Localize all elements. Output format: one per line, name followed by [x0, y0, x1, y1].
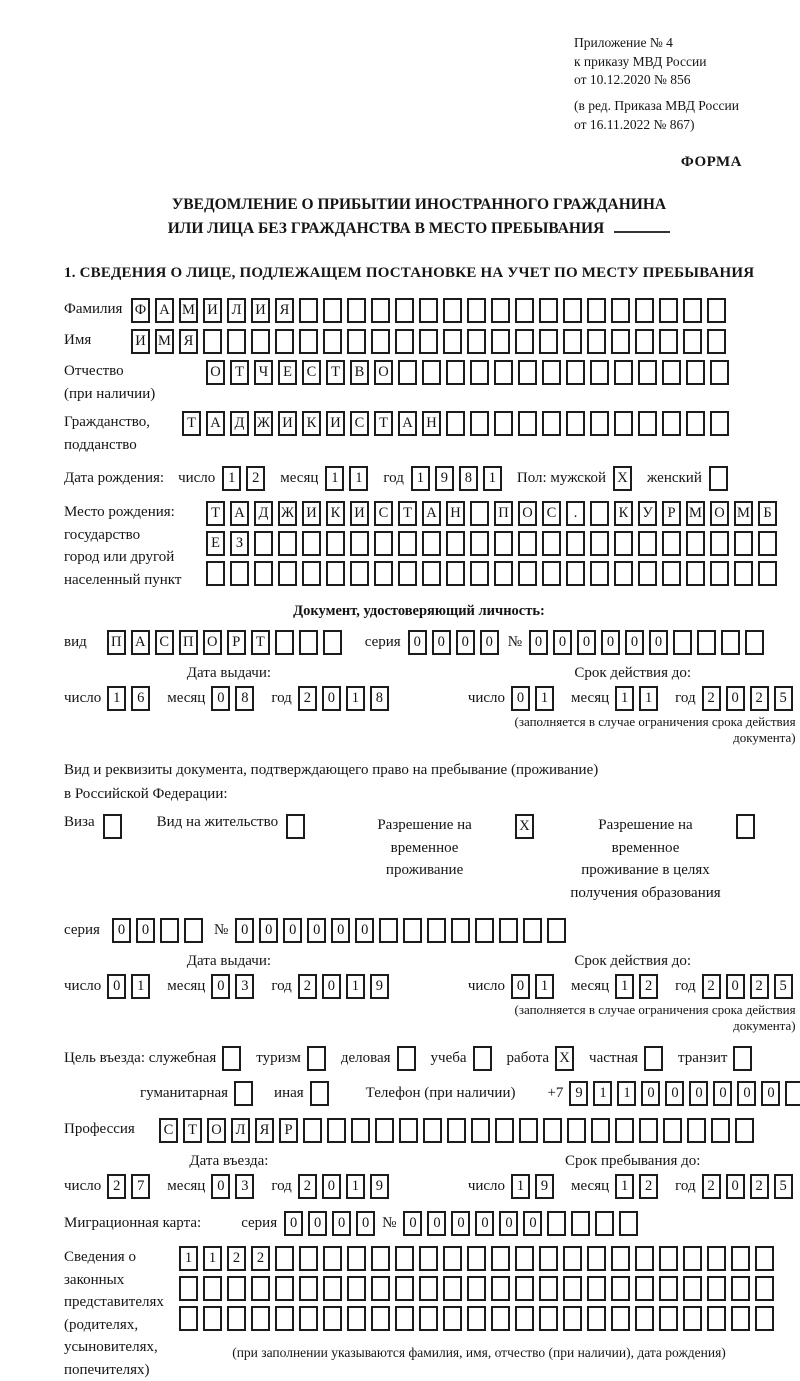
other-label: иная	[274, 1085, 304, 1102]
ref-line: Приложение № 4	[574, 35, 673, 50]
id-series-boxes: 0 0 0 0	[408, 630, 504, 655]
profession-row	[64, 1118, 774, 1143]
visa-checkbox	[103, 814, 127, 839]
series-label: серия	[364, 634, 401, 651]
ref-line: (в ред. Приказа МВД России	[574, 97, 739, 113]
private-label: частная	[589, 1050, 639, 1067]
permit-issue-line: число 0 1 месяц 0 3 год 2 0 1 9	[64, 974, 394, 999]
series-label: серия	[64, 922, 100, 939]
form-title-line1: УВЕДОМЛЕНИЕ О ПРИБЫТИИ ИНОСТРАННОГО ГРАЖДАНИНА	[171, 196, 667, 214]
surname-row	[64, 298, 774, 323]
temp-permit-checkbox: X	[515, 814, 539, 839]
edu-permit-checkbox	[736, 814, 760, 839]
stay-until-col	[468, 1153, 798, 1199]
birth-place-row3-boxes	[206, 561, 782, 586]
id-valid-col	[468, 665, 798, 746]
sex-female-checkbox	[709, 466, 733, 491]
birth-place-row1-boxes: Т А Д Ж И К И С Т А Н П О С . К У Р М О М Б	[206, 501, 782, 526]
id-valid-month-boxes: 1 1	[615, 686, 663, 711]
birth-date-label: Дата рождения:	[64, 470, 165, 487]
form-title	[64, 193, 774, 241]
purpose-private-checkbox	[644, 1046, 668, 1071]
birth-date-row	[64, 466, 774, 491]
migration-card-row	[64, 1211, 774, 1236]
id-issue-month-boxes: 0 8	[211, 686, 259, 711]
day-label: число	[178, 470, 216, 487]
residence-permit-label: Вид на жительство	[156, 814, 279, 831]
representatives-row2-boxes	[179, 1276, 779, 1301]
permit-valid-line: число 0 1 месяц 1 2 год 2 0 2 5	[468, 974, 798, 999]
sex-male-checkbox: X	[613, 466, 637, 491]
permit-valid-col	[468, 953, 798, 1034]
representatives-row	[64, 1246, 774, 1381]
temp-permit-item	[342, 814, 539, 882]
permit-issue-month-boxes: 0 3	[211, 974, 259, 999]
tourism-label: туризм	[256, 1050, 301, 1067]
visa-item	[64, 814, 127, 839]
mc-series-boxes: 0 0 0 0	[284, 1211, 380, 1236]
entry-purpose-row	[64, 1046, 774, 1071]
representatives-row3-boxes	[179, 1306, 779, 1331]
blank-underline	[614, 227, 670, 233]
humanitarian-label: гуманитарная	[140, 1085, 229, 1102]
permit-dates-row	[64, 953, 796, 1034]
id-doc-row	[64, 630, 774, 655]
stay-until-head: Срок пребывания до:	[564, 1153, 701, 1170]
year-label: год	[383, 470, 404, 487]
birth-place-label: Место рождения: государство город или другой населенный пункт	[64, 504, 182, 588]
edu-permit-label: Разрешение на временное проживание в целях получения образования	[570, 817, 721, 901]
phone-prefix: +7	[547, 1085, 564, 1102]
sex-male-label: Пол: мужской	[516, 470, 607, 487]
citizenship-boxes: Т А Д Ж И К И С Т А Н	[182, 411, 734, 436]
mc-number-boxes: 0 0 0 0 0 0	[403, 1211, 643, 1236]
birth-place-row	[64, 501, 774, 591]
valid-until-head: Срок действия до:	[574, 953, 692, 970]
given-name-row	[64, 329, 774, 354]
id-valid-year-boxes: 2 0 2 5	[702, 686, 798, 711]
issue-date-head: Дата выдачи:	[186, 665, 272, 682]
month-label: месяц	[280, 470, 319, 487]
validity-note: (заполняется в случае ограничения срока действия документа)	[514, 1002, 796, 1034]
entry-date-col	[64, 1153, 394, 1199]
validity-note: (заполняется в случае ограничения срока действия документа)	[514, 714, 796, 746]
residence-permit-item	[157, 814, 310, 839]
profession-label: Профессия	[64, 1121, 135, 1138]
permit-number-boxes: 0 0 0 0 0 0	[235, 918, 571, 943]
patronymic-label: Отчество (при наличии)	[64, 363, 156, 402]
patronymic-boxes: О Т Ч Е С Т В О	[206, 360, 734, 385]
sex-female-label: женский	[647, 470, 702, 487]
surname-label: Фамилия	[64, 301, 123, 318]
entry-dates-row	[64, 1153, 787, 1199]
valid-until-head: Срок действия до:	[574, 665, 692, 682]
citizenship-label: Гражданство, подданство	[64, 414, 151, 453]
entry-year-boxes: 2 0 1 9	[298, 1174, 394, 1199]
form-title-line2: ИЛИ ЛИЦА БЕЗ ГРАЖДАНСТВА В МЕСТО ПРЕБЫВАНИЯ	[64, 217, 774, 241]
number-label: №	[382, 1215, 397, 1232]
purpose-transit-checkbox	[733, 1046, 757, 1071]
id-kind-boxes: П А С П О Р Т	[107, 630, 347, 655]
given-name-label: Имя	[64, 332, 92, 349]
stay-until-line: число 1 9 месяц 1 2 год 2 0 2 5	[468, 1174, 798, 1199]
id-issue-col	[64, 665, 394, 746]
entry-date-line: число 2 7 месяц 0 3 год 2 0 1 9	[64, 1174, 394, 1199]
edu-permit-item	[563, 814, 760, 904]
number-label: №	[507, 634, 522, 651]
permit-valid-day-boxes: 0 1	[511, 974, 559, 999]
entry-purpose-label: Цель въезда: служебная	[64, 1050, 217, 1067]
permit-issue-col	[64, 953, 394, 1034]
stay-year-boxes: 2 0 2 5	[702, 1174, 798, 1199]
citizenship-row	[64, 411, 774, 456]
section1-title: 1. СВЕДЕНИЯ О ЛИЦЕ, ПОДЛЕЖАЩЕМ ПОСТАНОВКЕ НА УЧЕТ ПО МЕСТУ ПРЕБЫВАНИЯ	[64, 265, 755, 282]
id-number-boxes: 0 0 0 0 0 0	[529, 630, 769, 655]
identity-doc-heading: Документ, удостоверяющий личность:	[293, 603, 545, 620]
purpose-study-checkbox	[473, 1046, 497, 1071]
representatives-boxrows	[179, 1246, 779, 1361]
work-label: работа	[506, 1050, 550, 1067]
id-dates-row	[64, 665, 796, 746]
ref-line: от 10.12.2020 № 856	[574, 72, 691, 88]
representatives-label: Сведения о законных представителях (родителях, усыновителях, попечителях)	[64, 1249, 164, 1378]
permit-series-boxes: 0 0	[112, 918, 208, 943]
permit-series-row	[64, 918, 774, 943]
permit-valid-year-boxes: 2 0 2 5	[702, 974, 798, 999]
entry-day-boxes: 2 7	[107, 1174, 155, 1199]
phone-number-boxes: 9 1 1 0 0 0 0 0 0	[569, 1081, 800, 1106]
residence-permit-checkbox	[286, 814, 310, 839]
permit-valid-month-boxes: 1 2	[615, 974, 663, 999]
study-label: учеба	[430, 1050, 467, 1067]
transit-label: транзит	[678, 1050, 728, 1067]
birth-month-boxes: 1 1	[325, 466, 373, 491]
ref-line: от 16.11.2022 № 867)	[574, 116, 695, 132]
purpose-official-checkbox	[222, 1046, 246, 1071]
id-issue-year-boxes: 2 0 1 8	[298, 686, 394, 711]
series-label: серия	[241, 1215, 278, 1232]
stay-month-boxes: 1 2	[615, 1174, 663, 1199]
visa-label: Виза	[64, 814, 95, 831]
id-issue-day-boxes: 1 6	[107, 686, 155, 711]
id-valid-line: число 0 1 месяц 1 1 год 2 0 2 5	[468, 686, 798, 711]
phone-label: Телефон (при наличии)	[365, 1085, 516, 1102]
residence-doc-checkboxes	[64, 814, 774, 904]
temp-permit-label: Разрешение на временное проживание	[377, 817, 472, 879]
business-label: деловая	[340, 1050, 391, 1067]
purpose-humanitarian-checkbox	[234, 1081, 258, 1106]
forma-label: ФОРМА	[680, 154, 742, 171]
kind-label: вид	[64, 634, 87, 651]
representatives-note: (при заполнении указываются фамилия, имя, отчество (при наличии), дата рождения)	[232, 1345, 726, 1361]
residence-doc-paragraph: Вид и реквизиты документа, подтверждающего право на пребывание (проживание) в Российской Федерации:	[64, 762, 599, 803]
id-valid-day-boxes: 0 1	[511, 686, 559, 711]
order-reference	[574, 34, 774, 134]
birth-day-boxes: 1 2	[222, 466, 270, 491]
birth-place-boxrows	[206, 501, 782, 591]
given-name-boxes: И М Я	[131, 329, 731, 354]
permit-issue-year-boxes: 2 0 1 9	[298, 974, 394, 999]
permit-issue-day-boxes: 0 1	[107, 974, 155, 999]
patronymic-row	[64, 360, 774, 405]
profession-boxes: С Т О Л Я Р	[159, 1118, 759, 1143]
birth-year-boxes: 1 9 8 1	[411, 466, 507, 491]
representatives-row1-boxes: 1 1 2 2	[179, 1246, 779, 1271]
ref-line: к приказу МВД России	[574, 53, 707, 69]
issue-date-head: Дата выдачи:	[186, 953, 272, 970]
purpose-row2	[140, 1081, 774, 1106]
surname-boxes: Ф А М И Л И Я	[131, 298, 731, 323]
stay-day-boxes: 1 9	[511, 1174, 559, 1199]
purpose-other-checkbox	[310, 1081, 334, 1106]
entry-date-head: Дата въезда:	[189, 1153, 269, 1170]
entry-month-boxes: 0 3	[211, 1174, 259, 1199]
purpose-work-checkbox: X	[555, 1046, 579, 1071]
id-issue-line: число 1 6 месяц 0 8 год 2 0 1 8	[64, 686, 394, 711]
birth-place-row2-boxes: Е З	[206, 531, 782, 556]
purpose-business-checkbox	[397, 1046, 421, 1071]
migration-card-label: Миграционная карта:	[64, 1215, 202, 1232]
number-label: №	[213, 922, 229, 939]
purpose-tourism-checkbox	[307, 1046, 331, 1071]
